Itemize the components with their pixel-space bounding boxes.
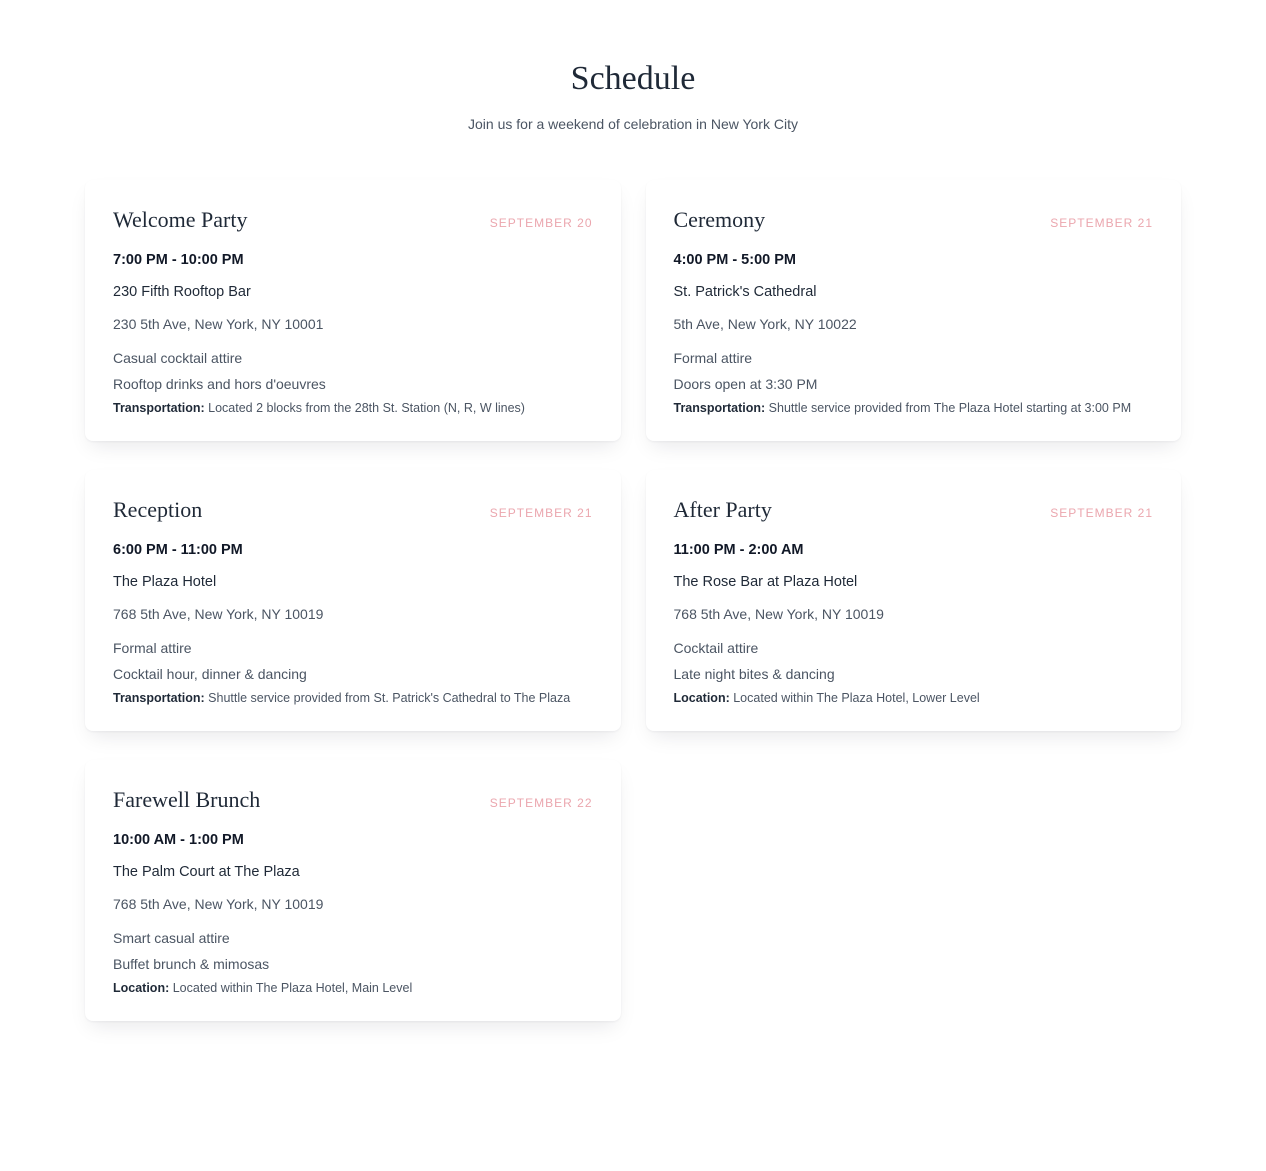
event-title: Farewell Brunch bbox=[113, 786, 261, 812]
event-card-header bbox=[113, 206, 593, 237]
event-address: 5th Ave, New York, NY 10022 bbox=[673, 315, 857, 332]
event-card-header bbox=[674, 496, 1154, 527]
event-note bbox=[674, 689, 1154, 707]
event-card-header bbox=[113, 786, 593, 817]
event-description: Rooftop drinks and hors d'oeuvres bbox=[113, 375, 326, 392]
page-header bbox=[0, 58, 1266, 134]
page-subtitle: Join us for a weekend of celebration in New York City bbox=[468, 115, 798, 132]
event-attire: Smart casual attire bbox=[113, 929, 230, 946]
event-time: 6:00 PM - 11:00 PM bbox=[113, 541, 243, 558]
event-title: Reception bbox=[113, 496, 203, 522]
event-note bbox=[674, 399, 1154, 417]
event-note-text: Shuttle service provided from The Plaza Hotel starting at 3:00 PM bbox=[768, 400, 1132, 415]
event-note-label: Transportation: bbox=[113, 690, 205, 705]
event-note-text: Located within The Plaza Hotel, Lower Level bbox=[733, 690, 980, 705]
event-address: 768 5th Ave, New York, NY 10019 bbox=[113, 605, 324, 622]
event-note-label: Transportation: bbox=[113, 400, 205, 415]
event-description: Cocktail hour, dinner & dancing bbox=[113, 665, 307, 682]
event-time: 11:00 PM - 2:00 AM bbox=[673, 541, 804, 558]
event-description: Buffet brunch & mimosas bbox=[113, 955, 270, 972]
event-note bbox=[113, 979, 593, 997]
event-address: 230 5th Ave, New York, NY 10001 bbox=[113, 315, 324, 332]
event-address: 768 5th Ave, New York, NY 10019 bbox=[673, 605, 884, 622]
event-note-label: Transportation: bbox=[673, 400, 766, 415]
event-time: 7:00 PM - 10:00 PM bbox=[113, 251, 244, 268]
event-attire: Cocktail attire bbox=[673, 639, 759, 656]
event-note-label: Location: bbox=[113, 980, 170, 995]
event-title: After Party bbox=[673, 496, 772, 522]
event-attire: Formal attire bbox=[113, 639, 192, 656]
page-title: Schedule bbox=[570, 60, 696, 97]
event-note bbox=[113, 689, 593, 707]
event-venue: The Plaza Hotel bbox=[113, 573, 217, 590]
event-attire: Formal attire bbox=[673, 349, 753, 366]
event-note bbox=[113, 399, 593, 417]
event-date: SEPTEMBER 20 bbox=[489, 215, 593, 230]
event-note-text: Located within The Plaza Hotel, Main Level bbox=[172, 980, 413, 995]
event-attire: Casual cocktail attire bbox=[113, 349, 243, 366]
event-note-text: Located 2 blocks from the 28th St. Station (N, R, W lines) bbox=[208, 400, 525, 415]
event-description: Late night bites & dancing bbox=[673, 665, 835, 682]
event-card-reception bbox=[85, 470, 621, 731]
event-date: SEPTEMBER 21 bbox=[1050, 215, 1153, 230]
event-date: SEPTEMBER 22 bbox=[489, 795, 593, 810]
event-card-welcome-party bbox=[85, 180, 621, 441]
event-card-header bbox=[113, 496, 593, 527]
event-title: Ceremony bbox=[673, 206, 766, 232]
event-card-farewell-brunch bbox=[85, 760, 621, 1021]
event-card-after-party bbox=[646, 470, 1182, 731]
event-time: 4:00 PM - 5:00 PM bbox=[673, 251, 796, 268]
event-date: SEPTEMBER 21 bbox=[489, 505, 593, 520]
event-time: 10:00 AM - 1:00 PM bbox=[113, 831, 244, 848]
event-note-label: Location: bbox=[673, 690, 730, 705]
event-date: SEPTEMBER 21 bbox=[1050, 505, 1153, 520]
schedule-grid bbox=[85, 180, 1181, 1021]
event-venue: The Rose Bar at Plaza Hotel bbox=[673, 573, 858, 590]
event-card-header bbox=[674, 206, 1154, 237]
event-title: Welcome Party bbox=[113, 206, 248, 232]
event-address: 768 5th Ave, New York, NY 10019 bbox=[113, 895, 324, 912]
event-venue: The Palm Court at The Plaza bbox=[113, 863, 300, 880]
event-venue: St. Patrick's Cathedral bbox=[673, 283, 817, 300]
event-card-ceremony bbox=[646, 180, 1182, 441]
event-venue: 230 Fifth Rooftop Bar bbox=[113, 283, 251, 300]
event-note-text: Shuttle service provided from St. Patrick's Cathedral to The Plaza bbox=[208, 690, 571, 705]
event-description: Doors open at 3:30 PM bbox=[673, 375, 818, 392]
